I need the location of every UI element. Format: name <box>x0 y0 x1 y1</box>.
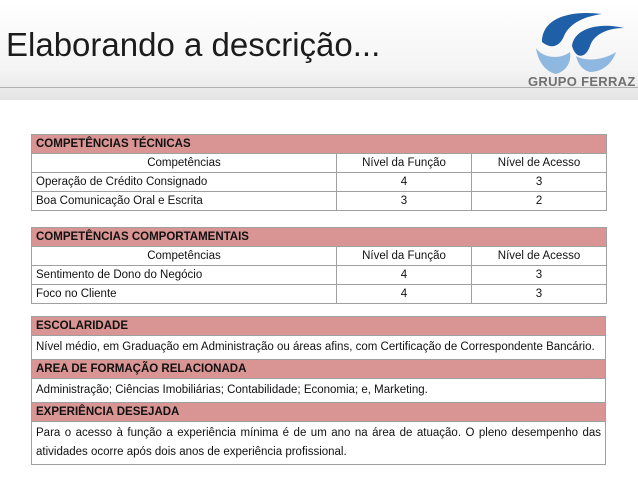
column-header: Nível da Função <box>337 154 472 173</box>
column-header: Competências <box>32 154 337 173</box>
requisitos-table <box>31 316 606 465</box>
competencia-cell: Operação de Crédito Consignado <box>32 173 337 192</box>
competencias-tecnicas-table <box>31 134 607 211</box>
logo-wordmark: GRUPO FERRAZ <box>528 74 636 89</box>
competencias-comportamentais-section <box>31 227 606 304</box>
nivel-acesso-cell: 3 <box>472 173 607 192</box>
column-header: Competências <box>32 247 337 266</box>
formacao-header: AREA DE FORMAÇÃO RELACIONADA <box>32 360 606 379</box>
nivel-acesso-cell: 3 <box>472 266 607 285</box>
table-header-row <box>32 247 607 266</box>
competencias-tecnicas-section <box>31 134 606 211</box>
table-row <box>32 173 607 192</box>
escolaridade-header: ESCOLARIDADE <box>32 317 606 336</box>
column-header: Nível de Acesso <box>472 154 607 173</box>
competencia-cell: Foco no Cliente <box>32 285 337 304</box>
nivel-funcao-cell: 4 <box>337 266 472 285</box>
requisitos-section <box>31 316 606 465</box>
table-row <box>32 266 607 285</box>
nivel-funcao-cell: 4 <box>337 285 472 304</box>
slide-title: Elaborando a descrição... <box>6 26 381 63</box>
section-header: COMPETÊNCIAS COMPORTAMENTAIS <box>32 228 607 247</box>
formacao-text: Administração; Ciências Imobiliárias; Contabilidade; Economia; e, Marketing. <box>32 379 606 403</box>
competencias-comportamentais-table <box>31 227 607 304</box>
table-row <box>32 285 607 304</box>
nivel-funcao-cell: 4 <box>337 173 472 192</box>
table-header-row <box>32 154 607 173</box>
column-header: Nível da Função <box>337 247 472 266</box>
nivel-funcao-cell: 3 <box>337 192 472 211</box>
table-row <box>32 192 607 211</box>
section-header: COMPETÊNCIAS TÉCNICAS <box>32 135 607 154</box>
column-header: Nível de Acesso <box>472 247 607 266</box>
nivel-acesso-cell: 2 <box>472 192 607 211</box>
experiencia-header: EXPERIÊNCIA DESEJADA <box>32 403 606 422</box>
nivel-acesso-cell: 3 <box>472 285 607 304</box>
experiencia-text: Para o acesso à função a experiência mínima é de um ano na área de atuação. O pleno desempenho das atividades ocorre após dois anos de experiência profissional. <box>32 422 606 465</box>
competencia-cell: Sentimento de Dono do Negócio <box>32 266 337 285</box>
escolaridade-text: Nível médio, em Graduação em Administração ou áreas afins, com Certificação de Correspondente Bancário. <box>32 336 606 360</box>
competencia-cell: Boa Comunicação Oral e Escrita <box>32 192 337 211</box>
